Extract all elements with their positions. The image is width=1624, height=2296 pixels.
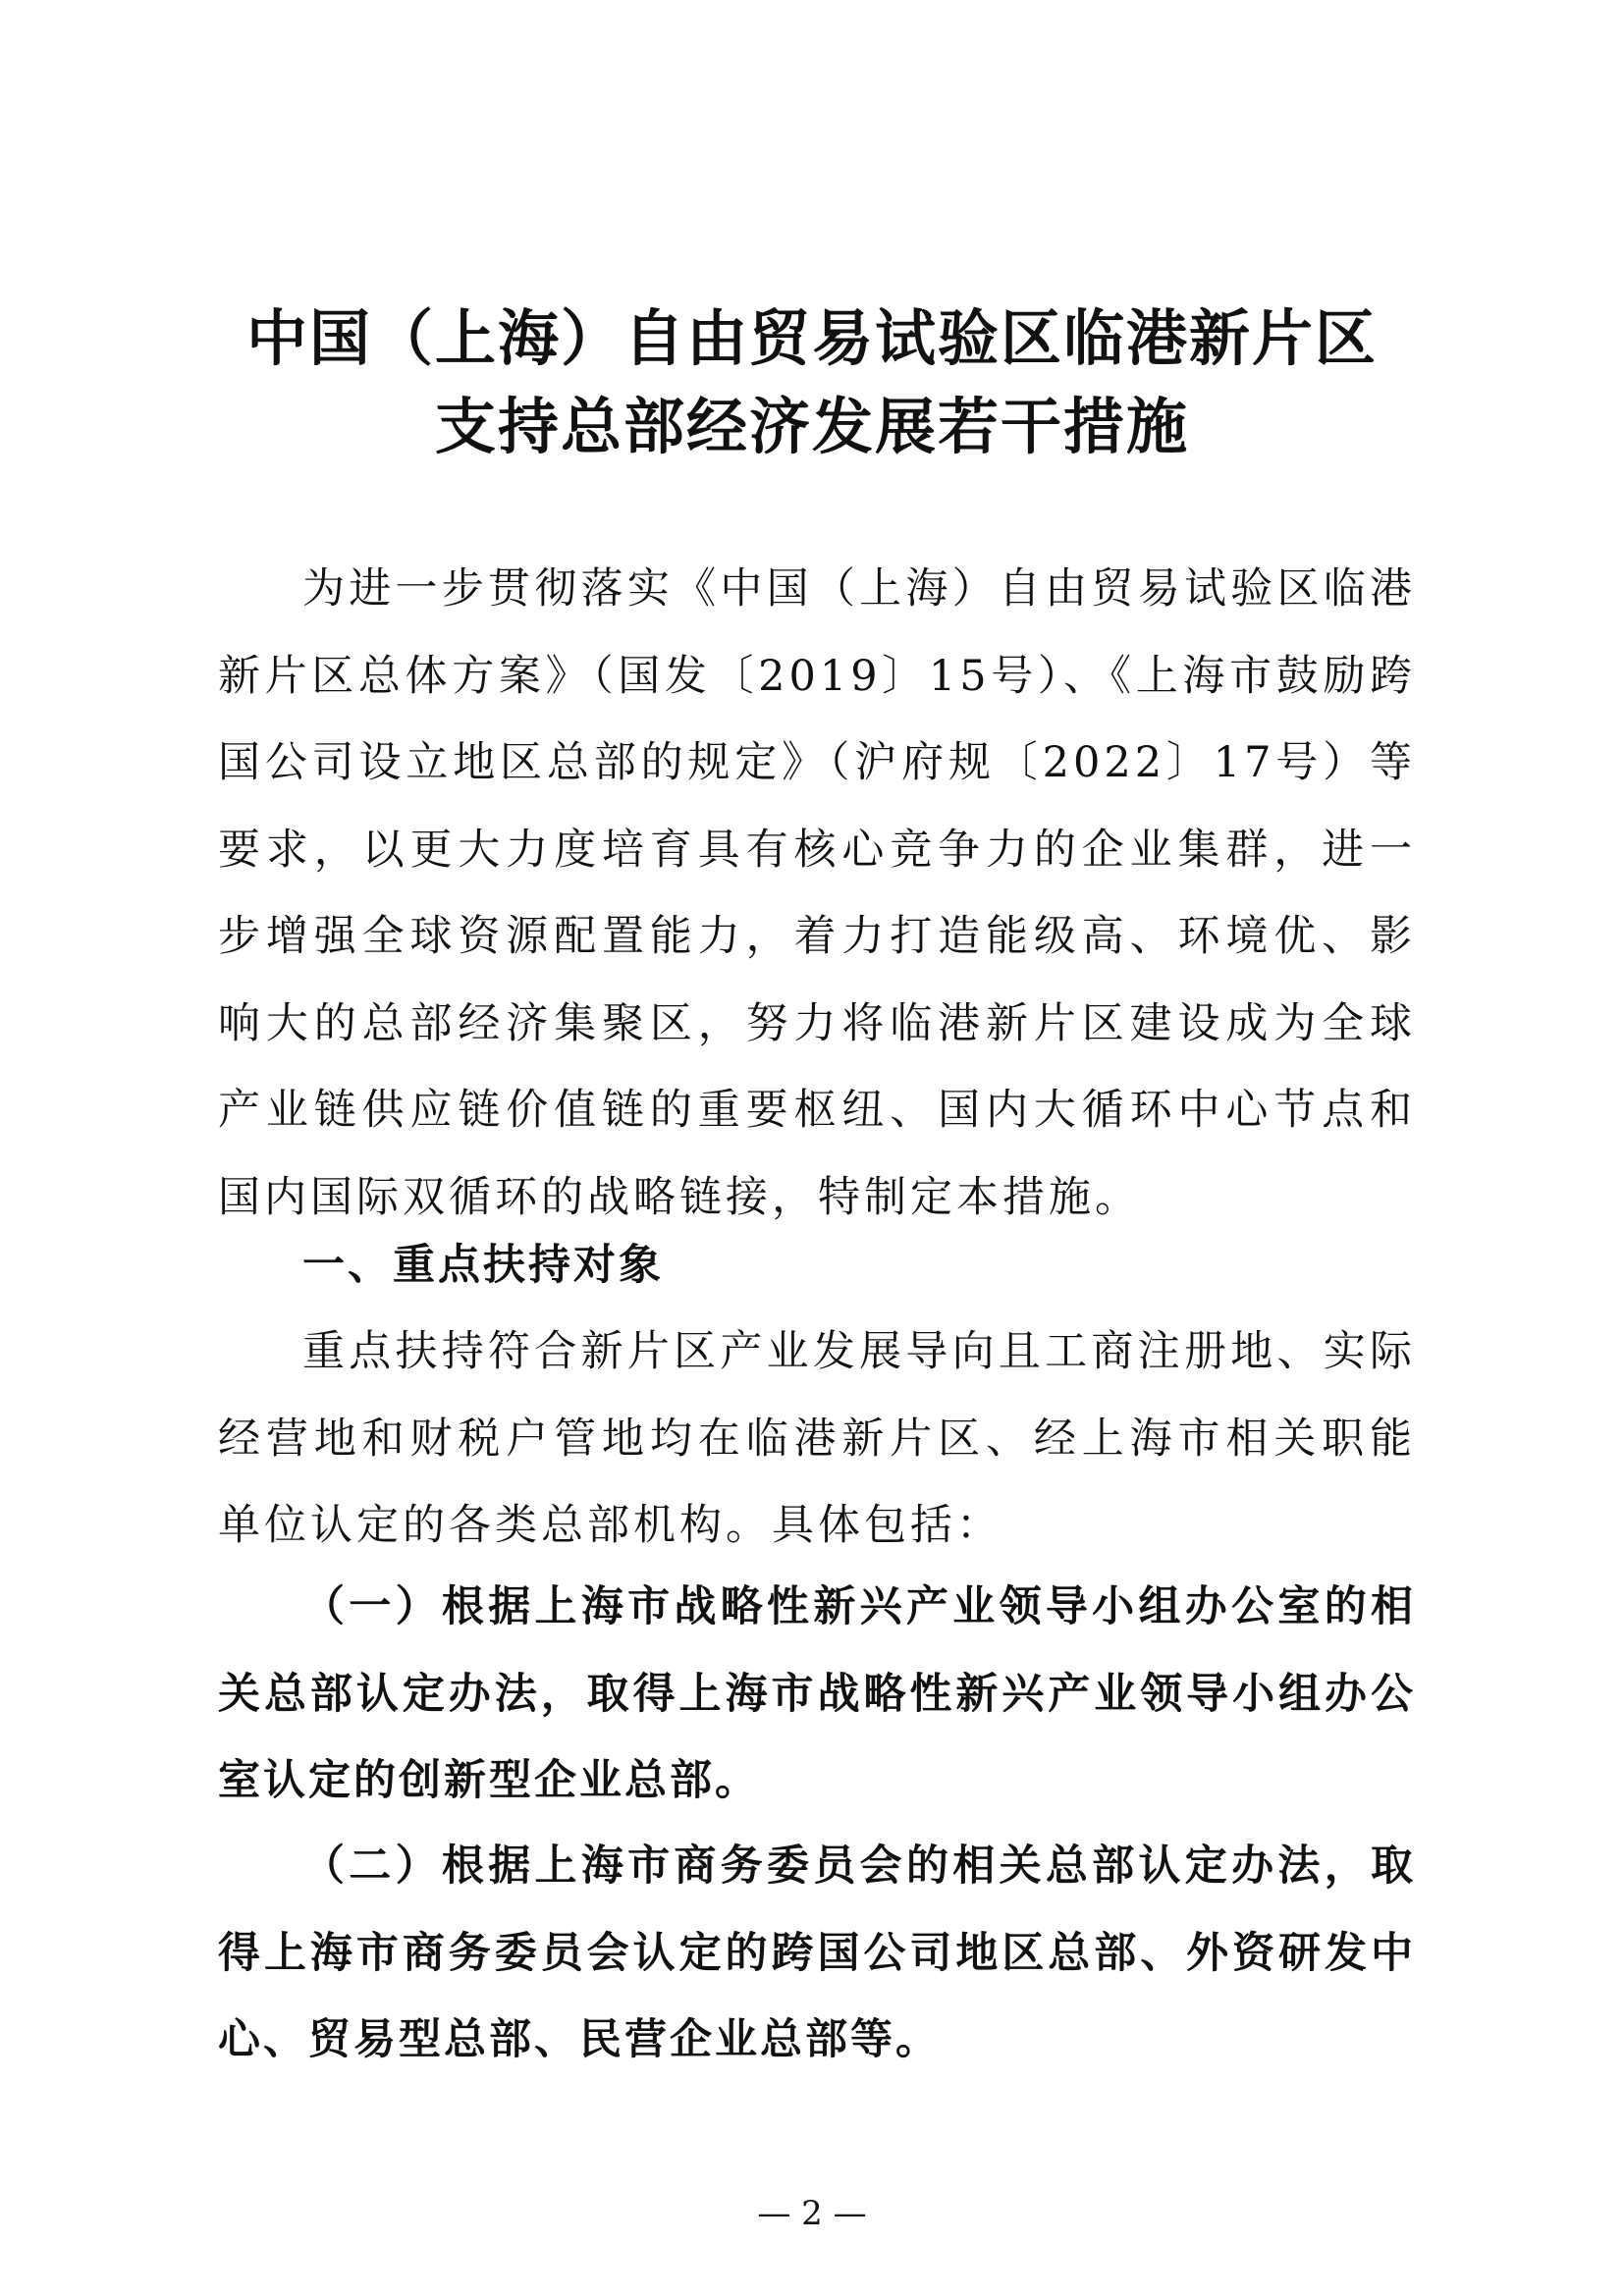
item-1-paragraph: （一）根据上海市战略性新兴产业领导小组办公室的相关总部认定办法，取得上海市战略性新兴产业领导小组办公室认定的创新型企业总部。 xyxy=(218,1582,1416,1805)
item-2-paragraph: （二）根据上海市商务委员会的相关总部认定办法，取得上海市商务委员会认定的跨国公司地区总部、外资研发中心、贸易型总部、民营企业总部等。 xyxy=(218,1842,1416,2064)
item-1-block xyxy=(218,1564,1416,1825)
document-title-line-1: 中国（上海）自由贸易试验区临港新片区 xyxy=(245,302,1378,374)
section-1-heading: 一、重点扶持对象 xyxy=(302,1241,664,1290)
section-1-paragraph-block xyxy=(218,1308,1416,1570)
section-1-block xyxy=(218,1222,1416,1309)
intro-block xyxy=(218,546,1416,1241)
document-title-line-2: 支持总部经济发展若干措施 xyxy=(434,391,1189,462)
item-2-block xyxy=(218,1823,1416,2084)
intro-paragraph: 为进一步贯彻落实《中国（上海）自由贸易试验区临港新片区总体方案》（国发〔2019〕15号）、《上海市鼓励跨国公司设立地区总部的规定》（沪府规〔2022〕17号）等要求，以更大力度培育具有核心竞争力的企业集群，进一步增强全球资源配置能力，着力打造能级高、环境优、影响大的总部经济集聚区，努力将临港新片区建设成为全球产业链供应链价值链的重要枢纽、国内大循环中心节点和国内国际双循环的战略链接，特制定本措施。 xyxy=(218,564,1416,1222)
section-1-paragraph: 重点扶持符合新片区产业发展导向且工商注册地、实际经营地和财税户管地均在临港新片区、经上海市相关职能单位认定的各类总部机构。具体包括： xyxy=(218,1327,1416,1550)
page-number: — 2 — xyxy=(757,2194,867,2233)
